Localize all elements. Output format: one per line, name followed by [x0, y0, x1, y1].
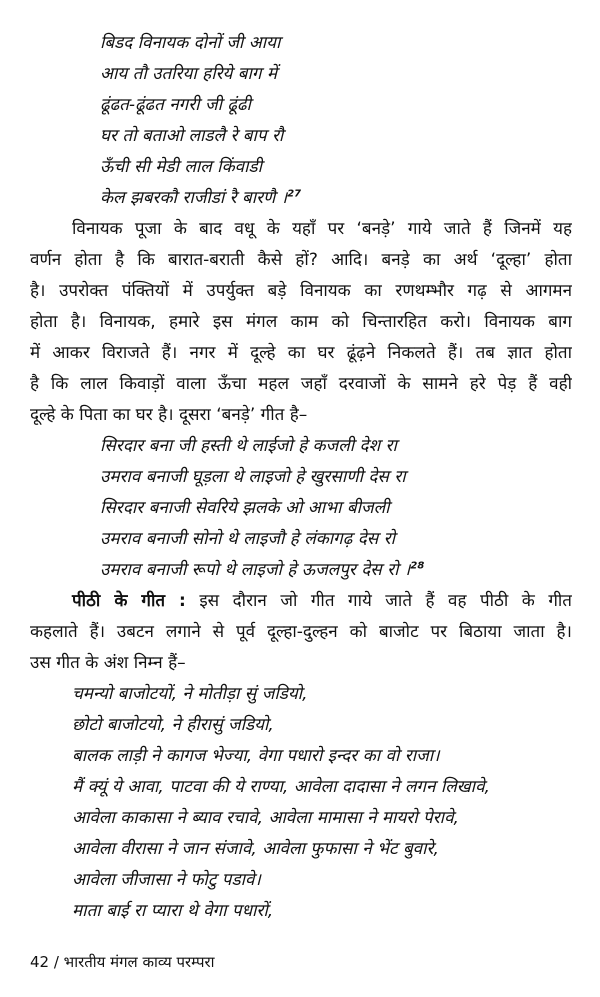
paragraph-banade: [30, 214, 572, 431]
verse-line: माता बाई रा प्यारा थे वेगा पधारों,: [72, 901, 274, 921]
paragraph-line: है। उपरोक्त पंक्तियों में उपर्युक्त बड़े विनायक का रणथम्भौर गढ़ से आगमन: [30, 281, 572, 301]
paragraph-line: में आकर विराजते हैं। नगर में दूल्हे का घर ढूंढ़ने निकलते हैं। तब ज्ञात होता: [30, 343, 572, 363]
paragraph-line: वर्णन होता है कि बारात-बराती कैसे हों? आदि। बनड़े का अर्थ ‘दूल्हा’ होता: [30, 250, 572, 270]
paragraph-line: है कि लाल किवाड़ों वाला ऊँचा महल जहाँ दरवाजों के सामने हरे पेड़ हैं वही: [30, 374, 572, 394]
paragraph-pithi: [30, 586, 572, 679]
paragraph-line: दूल्हे के पिता का घर है। दूसरा ‘बनड़े’ गीत है–: [30, 405, 308, 425]
verse-line: उमराव बनाजी घूड़ला थे लाइजो हे खुरसाणी देस रा: [100, 467, 406, 487]
footnote-marker: 27: [287, 188, 302, 200]
verse-line: उमराव बनाजी सोनो थे लाइजौ हे लंकागढ़ देस रो: [100, 529, 395, 549]
verse-line-text: उमराव बनाजी रूपो थे लाइजो हे ऊजलपुर देस रो ।: [100, 560, 411, 580]
verse-line: आय तौ उतरिया हरिये बाग में: [100, 64, 278, 84]
verse-banade: [30, 431, 572, 586]
verse-line-text: केल झबरकौ राजीडां रै बारणै ।: [100, 188, 288, 208]
section-heading: पीठी के गीत :: [72, 591, 186, 611]
paragraph-line: उस गीत के अंश निम्न हैं–: [30, 653, 186, 673]
verse-line: आवेला काकासा ने ब्याव रचावे, आवेला मामासा ने मायरो पेरावे,: [72, 808, 459, 828]
footnote-marker: 28: [410, 560, 425, 572]
paragraph-line: कहलाते हैं। उबटन लगाने से पूर्व दूल्हा-दुल्हन को बाजोट पर बिठाया जाता है।: [30, 622, 572, 642]
paragraph-line: विनायक पूजा के बाद वधू के यहाँ पर ‘बनड़े’ गाये जाते हैं जिनमें यह: [72, 219, 572, 239]
verse-line: बालक लाड़ी ने कागज भेज्या, वेगा पधारो इन्दर का वो राजा।: [72, 746, 440, 766]
paragraph-line: होता है। विनायक, हमारे इस मंगल काम को चिन्तारहित करो। विनायक बाग: [30, 312, 572, 332]
paragraph-text: इस दौरान जो गीत गाये जाते हैं वह पीठी के गीत: [199, 591, 572, 611]
verse-line: सिरदार बना जी हस्ती थे लाईजो हे कजली देश रा: [100, 436, 397, 456]
document-page: [30, 28, 572, 927]
verse-line: छोटो बाजोटयो, ने हीरासुं जडियो,: [72, 715, 274, 735]
verse-line: [100, 555, 572, 586]
verse-line: ढूंढत-ढूंढत नगरी जी ढूंढी: [100, 95, 251, 115]
verse-line: [100, 183, 572, 214]
verse-line: आवेला जीजासा ने फोटु पडावे।: [72, 870, 261, 890]
verse-line: आवेला वीरासा ने जान संजावे, आवेला फुफासा ने भेंट बुवारे,: [72, 839, 439, 859]
verse-line: मैं क्यूं ये आवा, पाटवा की ये राण्या, आवेला दादासा ने लगन लिखावे,: [72, 777, 490, 797]
verse-line: बिडद विनायक दोनों जी आया: [100, 33, 281, 53]
verse-pithi: [30, 679, 572, 927]
verse-vinayak: [30, 28, 572, 214]
paragraph-line: [30, 586, 572, 617]
verse-line: सिरदार बनाजी सेवरिये झलके ओ आभा बीजली: [100, 498, 390, 518]
verse-line: चमन्यो बाजोटयों, ने मोतीड़ा सुं जडियो,: [72, 684, 308, 704]
page-footer: 42 / भारतीय मंगल काव्य परम्परा: [30, 953, 215, 971]
verse-line: घर तो बताओ लाडलै रे बाप रौ: [100, 126, 284, 146]
verse-line: ऊँची सी मेडी लाल किंवाडी: [100, 157, 262, 177]
